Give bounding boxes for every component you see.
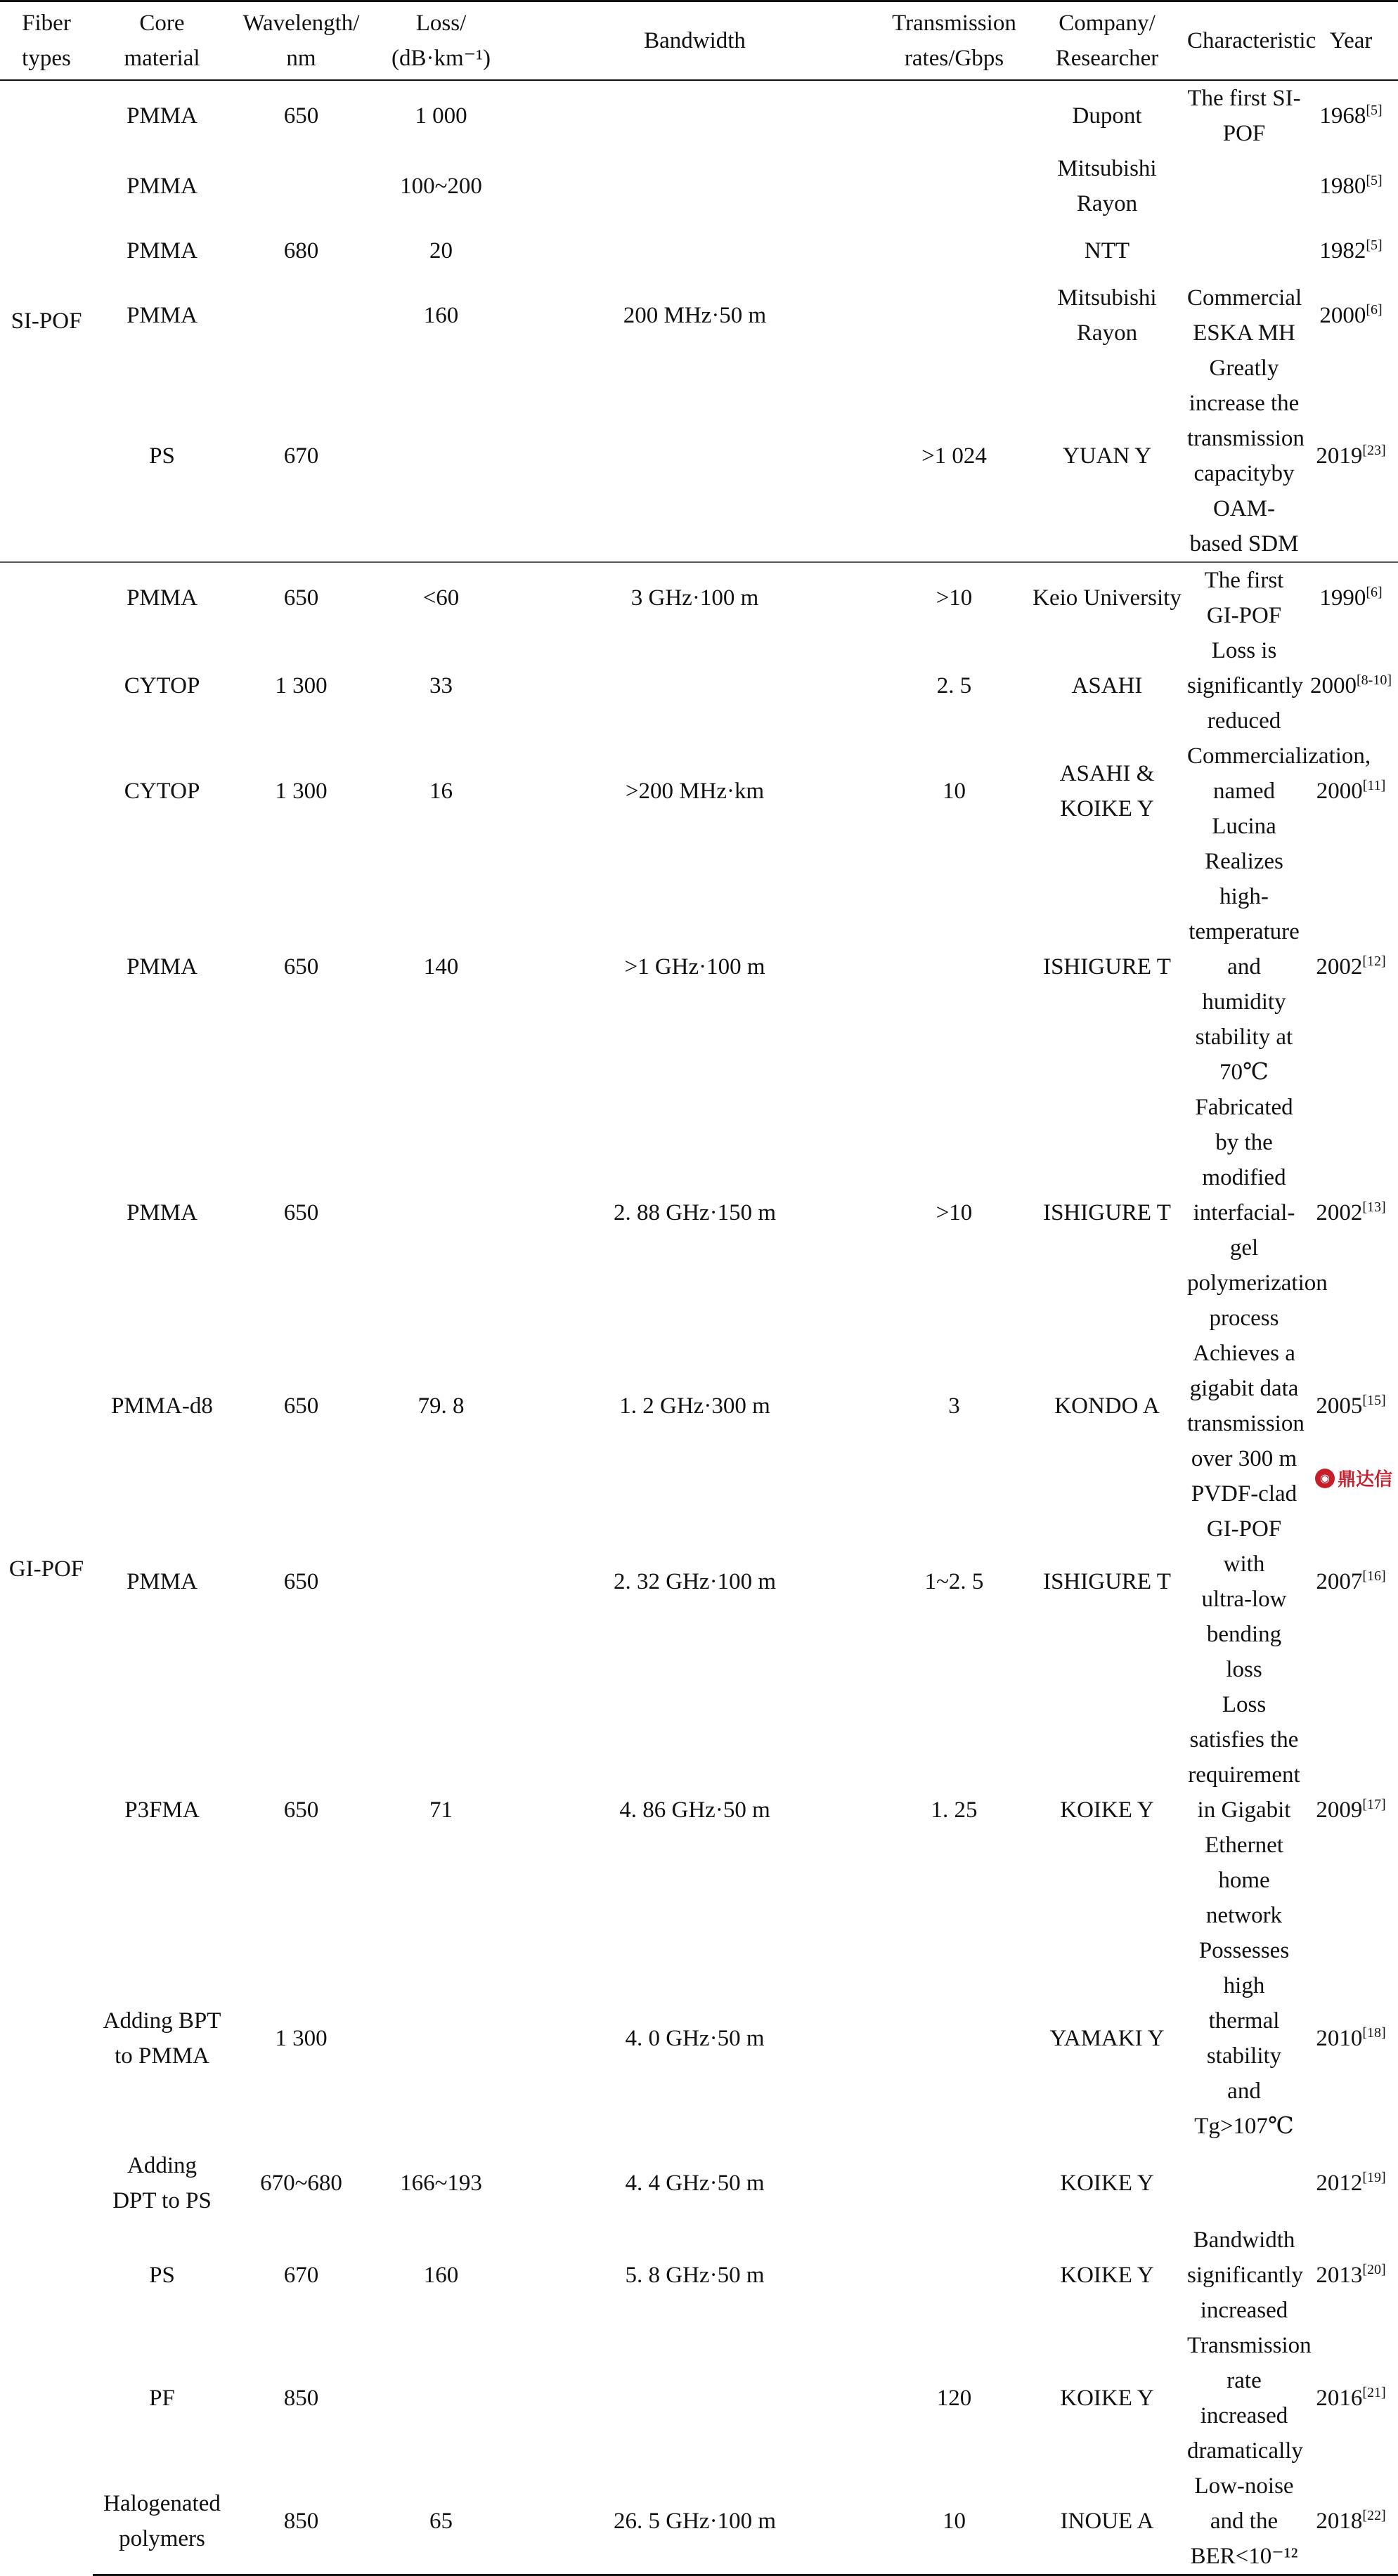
company-cell: KOIKE Y [1060, 2263, 1154, 2288]
company-cell: YAMAKI Y [1049, 2026, 1165, 2051]
loss-cell: 140 [423, 954, 459, 980]
year-cell [1304, 1336, 1398, 1476]
loss-cell [371, 351, 511, 562]
wavelength-cell: 1 300 [275, 779, 328, 804]
transmission-rate-cell: 10 [879, 2468, 1030, 2575]
wavelength-cell: 670 [283, 2263, 319, 2288]
header-fiber-types: Fiber types [0, 1, 93, 81]
bandwidth-cell: >200 MHz·km [625, 779, 765, 804]
reference-marker: [15] [1362, 1393, 1386, 1408]
year-value: 2010 [1316, 2026, 1363, 2051]
characteristic-cell [1184, 221, 1304, 280]
year-value: 2016 [1316, 2386, 1363, 2411]
core-material-cell: CYTOP [124, 779, 200, 804]
year-value: 2002 [1316, 954, 1363, 980]
year-cell [1304, 1090, 1398, 1336]
core-material-cell: PS [149, 443, 175, 469]
company-cell: KOIKE Y [1060, 2171, 1154, 2196]
reference-marker: [5] [1366, 103, 1383, 118]
reference-marker: [5] [1366, 238, 1383, 253]
table-row [0, 633, 1398, 739]
table-row [0, 1090, 1398, 1336]
company-cell: YUAN Y [1062, 443, 1152, 469]
bandwidth-cell: 2. 32 GHz·100 m [614, 1569, 776, 1594]
year-value: 2000 [1310, 673, 1357, 698]
bandwidth-cell [511, 80, 879, 151]
header-company: Company/ Researcher [1030, 1, 1184, 81]
core-material-cell: Adding BPT to PMMA [103, 2008, 221, 2069]
year-value: 2000 [1319, 303, 1366, 328]
characteristic-cell: The first GI-POF [1184, 562, 1304, 633]
year-cell [1304, 1933, 1398, 2144]
bandwidth-cell: 4. 4 GHz·50 m [625, 2171, 765, 2196]
loss-cell: 1 000 [415, 103, 467, 129]
core-material-cell: PMMA-d8 [111, 1393, 213, 1419]
bandwidth-cell: 3 GHz·100 m [511, 562, 879, 633]
reference-marker: [23] [1362, 443, 1386, 458]
characteristic-cell: Commercial ESKA MH [1187, 285, 1302, 346]
wavelength-cell: 1 300 [275, 2026, 328, 2051]
table-row [0, 2223, 1398, 2328]
transmission-rate-cell: >10 [936, 1200, 973, 1225]
transmission-rate-cell: >1 024 [921, 443, 987, 469]
bandwidth-cell: 200 MHz·50 m [623, 303, 767, 328]
loss-cell: 160 [423, 303, 459, 328]
company-cell: ISHIGURE T [1043, 1569, 1171, 1594]
transmission-rate-cell: 1~2. 5 [924, 1569, 984, 1594]
reference-marker: [6] [1366, 585, 1383, 600]
bandwidth-cell: 4. 0 GHz·50 m [625, 2026, 765, 2051]
characteristic-cell: Achieves a gigabit data transmission over 300 m [1187, 1341, 1305, 1471]
wavelength-cell: 650 [231, 562, 371, 633]
bandwidth-cell: 1. 2 GHz·300 m [619, 1393, 770, 1419]
characteristic-cell: Transmission rate increased dramatically [1187, 2333, 1312, 2464]
loss-cell [371, 2328, 511, 2468]
transmission-rate-cell [879, 151, 1030, 221]
characteristic-cell: Possesses high thermal stability and Tg>107℃ [1194, 1938, 1294, 2139]
table-body [0, 80, 1398, 2575]
watermark-text: 鼎达信 [1337, 1469, 1392, 1490]
year-cell [1304, 80, 1398, 151]
table-row [0, 151, 1398, 221]
transmission-rate-cell: 3 [948, 1393, 960, 1419]
wavelength-cell: 670 [283, 443, 319, 469]
logo-icon: ◉ [1315, 1469, 1335, 1488]
characteristic-cell: The first SI-POF [1187, 86, 1301, 146]
transmission-rate-cell [879, 844, 1030, 1090]
core-material-cell: PMMA [127, 303, 198, 328]
bandwidth-cell [511, 2328, 879, 2468]
header-transmission-rates: Transmission rates/Gbps [879, 1, 1030, 81]
company-cell: KOIKE Y [1060, 1797, 1154, 1823]
reference-marker: [20] [1362, 2262, 1386, 2277]
year-value: 2007 [1316, 1569, 1363, 1594]
company-cell: Mitsubishi Rayon [1057, 156, 1157, 216]
year-value: 2019 [1316, 443, 1363, 469]
characteristic-cell: Fabricated by the modified interfacial-gel polymerization process [1187, 1095, 1328, 1331]
core-material-cell: CYTOP [124, 673, 200, 698]
loss-cell: <60 [371, 562, 511, 633]
wavelength-cell: 1 300 [275, 673, 328, 698]
transmission-rate-cell: >10 [879, 562, 1030, 633]
table-row [0, 2328, 1398, 2468]
characteristic-cell: PVDF-clad GI-POF with ultra-low bending loss [1191, 1481, 1297, 1682]
core-material-cell: Adding DPT to PS [112, 2153, 212, 2213]
core-material-cell: PMMA [127, 103, 198, 129]
wavelength-cell: 850 [283, 2386, 319, 2411]
year-cell [1304, 2223, 1398, 2328]
transmission-rate-cell: 1. 25 [931, 1797, 978, 1823]
loss-cell: 100~200 [400, 174, 482, 199]
reference-marker: [21] [1362, 2385, 1386, 2400]
reference-marker: [19] [1362, 2170, 1386, 2185]
wavelength-cell: 650 [283, 1393, 319, 1419]
reference-marker: [13] [1362, 1199, 1386, 1215]
loss-cell: 79. 8 [418, 1393, 465, 1419]
bandwidth-cell [511, 351, 879, 562]
company-cell: KONDO A [1054, 1393, 1160, 1419]
year-value: 2002 [1316, 1200, 1363, 1225]
characteristic-cell: Bandwidth significantly increased [1187, 2227, 1303, 2323]
wavelength-cell: 650 [283, 1797, 319, 1823]
company-cell: Mitsubishi Rayon [1057, 285, 1157, 346]
company-cell: ISHIGURE T [1043, 954, 1171, 980]
year-cell [1304, 844, 1398, 1090]
bandwidth-cell: 5. 8 GHz·50 m [625, 2263, 765, 2288]
core-material-cell: PMMA [93, 562, 231, 633]
core-material-cell: PMMA [127, 1569, 198, 1594]
transmission-rate-cell [879, 221, 1030, 280]
year-cell [1304, 1476, 1398, 1687]
wavelength-cell [231, 151, 371, 221]
table-row [0, 280, 1398, 351]
company-cell: Keio University [1030, 562, 1184, 633]
table-row [0, 562, 1398, 633]
characteristic-cell: Greatly increase the transmission capacityby OAM-based SDM [1187, 356, 1305, 557]
table-row [0, 1476, 1398, 1687]
bandwidth-cell: 2. 88 GHz·150 m [614, 1200, 776, 1225]
characteristic-cell: Loss satisfies the requirement in Gigabit Ethernet home network [1188, 1692, 1300, 1928]
year-cell [1304, 633, 1398, 739]
transmission-rate-cell [879, 2223, 1030, 2328]
year-cell [1304, 2468, 1398, 2575]
year-value: 1980 [1319, 174, 1366, 199]
loss-cell: 160 [423, 2263, 459, 2288]
wavelength-cell: 650 [283, 1200, 319, 1225]
loss-cell: 33 [429, 673, 453, 698]
core-material-cell: PMMA [127, 174, 198, 199]
header-bandwidth: Bandwidth [511, 1, 879, 81]
header-core-material: Core material [93, 1, 231, 81]
fiber-type-cell: SI-POF [11, 308, 82, 334]
reference-marker: [17] [1362, 1797, 1386, 1812]
bandwidth-cell: 26. 5 GHz·100 m [511, 2468, 879, 2575]
wavelength-cell: 650 [283, 954, 319, 980]
core-material-cell: Halogenated polymers [93, 2468, 231, 2575]
table-row [0, 1336, 1398, 1476]
characteristic-cell: Loss is significantly reduced [1187, 638, 1303, 734]
loss-cell: 20 [429, 238, 453, 264]
year-cell [1304, 2328, 1398, 2468]
header-loss: Loss/ (dB·km⁻¹) [371, 1, 511, 81]
characteristic-cell: Realizes high-temperature and humidity stability at 70℃ [1189, 849, 1300, 1085]
loss-cell [371, 1933, 511, 2144]
table-row [0, 351, 1398, 562]
wavelength-cell: 850 [231, 2468, 371, 2575]
reference-marker: [16] [1362, 1568, 1386, 1584]
year-cell [1304, 351, 1398, 562]
wavelength-cell: 650 [283, 103, 319, 129]
year-cell [1304, 1687, 1398, 1933]
core-material-cell: PS [149, 2263, 175, 2288]
loss-cell: 71 [429, 1797, 453, 1823]
wavelength-cell: 680 [283, 238, 319, 264]
table-row [0, 80, 1398, 151]
table-row [0, 2468, 1398, 2575]
bandwidth-cell: 4. 86 GHz·50 m [619, 1797, 770, 1823]
characteristic-cell: Commercialization, named Lucina [1187, 743, 1371, 839]
year-cell [1304, 151, 1398, 221]
company-cell: KOIKE Y [1060, 2386, 1154, 2411]
table-row [0, 1933, 1398, 2144]
wavelength-cell: 670~680 [260, 2171, 342, 2196]
table-header [0, 1, 1398, 81]
wavelength-cell [231, 280, 371, 351]
table-row [0, 1687, 1398, 1933]
transmission-rate-cell [879, 2144, 1030, 2223]
characteristic-cell [1184, 2144, 1304, 2223]
transmission-rate-cell: 2. 5 [936, 673, 972, 698]
company-cell: Dupont [1072, 103, 1142, 129]
reference-marker: [12] [1362, 954, 1386, 969]
year-value: 2018 [1316, 2509, 1363, 2534]
header-wavelength: Wavelength/ nm [231, 1, 371, 81]
year-value: 2012 [1316, 2171, 1363, 2196]
reference-marker: [8-10] [1357, 672, 1392, 688]
year-cell [1304, 221, 1398, 280]
characteristic-cell: Low-noise and the BER<10⁻¹² [1184, 2468, 1304, 2575]
year-value: 1982 [1319, 238, 1366, 264]
year-value: 1990 [1319, 585, 1366, 611]
company-cell: INOUE A [1030, 2468, 1184, 2575]
wavelength-cell: 650 [283, 1569, 319, 1594]
company-cell: NTT [1084, 238, 1130, 264]
bandwidth-cell [511, 633, 879, 739]
header-characteristic: Characteristic [1184, 1, 1304, 81]
company-cell: ISHIGURE T [1043, 1200, 1171, 1225]
fiber-type-cell: GI-POF [0, 562, 93, 2575]
core-material-cell: PMMA [127, 238, 198, 264]
year-value: 2005 [1316, 1393, 1363, 1419]
reference-marker: [18] [1362, 2025, 1386, 2041]
reference-marker: [11] [1362, 778, 1386, 793]
table-row [0, 739, 1398, 844]
header-year: Year [1304, 1, 1398, 81]
reference-marker: [22] [1362, 2508, 1386, 2523]
loss-cell: 65 [371, 2468, 511, 2575]
bandwidth-cell [511, 151, 879, 221]
transmission-rate-cell [879, 1933, 1030, 2144]
loss-cell: 166~193 [400, 2171, 482, 2196]
loss-cell [371, 1476, 511, 1687]
year-value: 2009 [1316, 1797, 1363, 1823]
reference-marker: [5] [1366, 173, 1383, 188]
transmission-rate-cell [879, 80, 1030, 151]
year-value: 2013 [1316, 2263, 1363, 2288]
core-material-cell: PF [149, 2386, 175, 2411]
table-row [0, 844, 1398, 1090]
bandwidth-cell: >1 GHz·100 m [624, 954, 765, 980]
year-value: 1968 [1319, 103, 1366, 129]
core-material-cell: PMMA [127, 1200, 198, 1225]
company-cell: ASAHI [1071, 673, 1143, 698]
loss-cell [371, 1090, 511, 1336]
header-row [0, 1, 1398, 81]
transmission-rate-cell: 120 [936, 2386, 972, 2411]
year-cell [1304, 2144, 1398, 2223]
transmission-rate-cell [879, 280, 1030, 351]
year-cell [1304, 280, 1398, 351]
reference-marker: [6] [1366, 302, 1383, 318]
characteristic-cell [1184, 151, 1304, 221]
table-row [0, 221, 1398, 280]
year-cell [1304, 562, 1398, 633]
watermark-logo [1315, 1465, 1392, 1491]
year-value: 2000 [1316, 779, 1363, 804]
core-material-cell: P3FMA [124, 1797, 200, 1823]
bandwidth-cell [511, 221, 879, 280]
core-material-cell: PMMA [127, 954, 198, 980]
transmission-rate-cell: 10 [943, 779, 966, 804]
company-cell: ASAHI & KOIKE Y [1059, 761, 1155, 821]
loss-cell: 16 [429, 779, 453, 804]
table-row [0, 2144, 1398, 2223]
